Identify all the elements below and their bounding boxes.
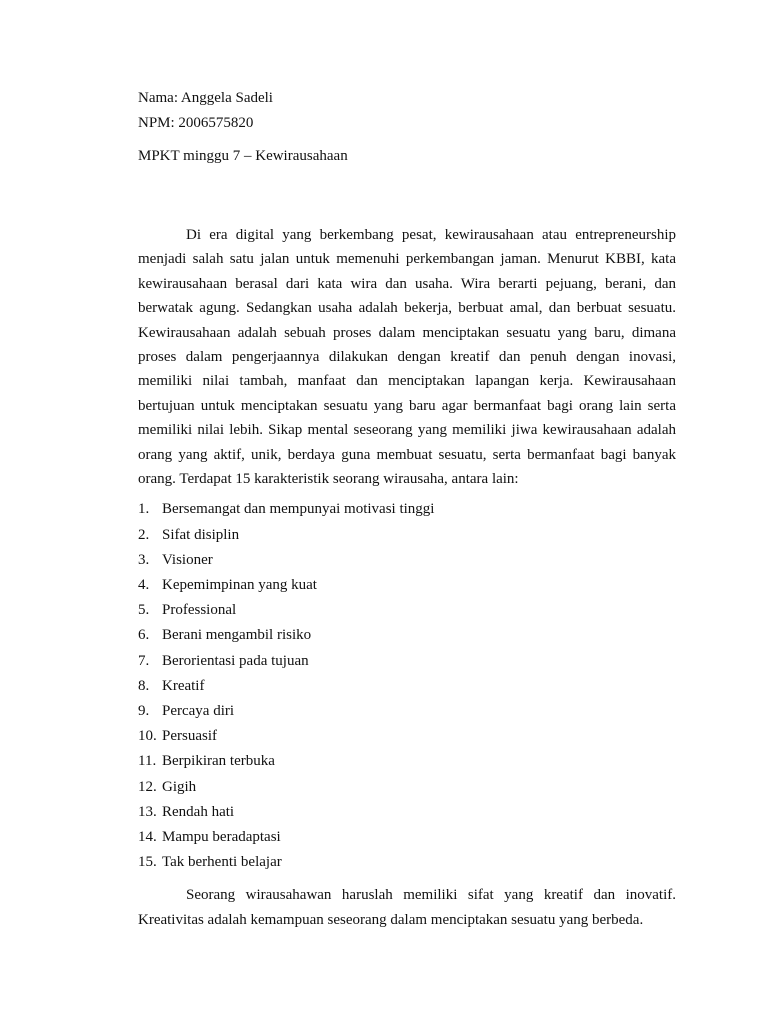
list-item (138, 850, 676, 875)
document-title: MPKT minggu 7 – Kewirausahaan (138, 148, 348, 164)
list-item-text: Visioner (162, 551, 213, 568)
student-npm: NPM: 2006575820 (138, 115, 254, 131)
list-item-text: Berorientasi pada tujuan (162, 652, 309, 669)
list-item-number: 12. (138, 778, 157, 795)
list-item-number: 6. (138, 627, 150, 644)
list-item-text: Persuasif (162, 728, 217, 745)
document-content (138, 86, 676, 932)
list-item-number: 3. (138, 551, 150, 568)
list-item-text: Berpikiran terbuka (162, 753, 275, 770)
list-item-number: 14. (138, 828, 157, 845)
list-item-text: Sifat disiplin (162, 526, 240, 543)
list-item (138, 699, 676, 724)
list-item-number: 5. (138, 602, 150, 619)
characteristics-list (138, 497, 676, 875)
list-item (138, 825, 676, 850)
list-item (138, 573, 676, 598)
list-item (138, 649, 676, 674)
list-item-text: Mampu beradaptasi (162, 828, 281, 845)
list-item-number: 8. (138, 677, 150, 694)
student-name: Nama: Anggela Sadeli (138, 90, 273, 106)
list-item (138, 674, 676, 699)
list-item-number: 15. (138, 854, 157, 871)
list-item-number: 10. (138, 728, 157, 745)
list-item-text: Kepemimpinan yang kuat (162, 577, 317, 594)
list-item (138, 598, 676, 623)
list-item-text: Tak berhenti belajar (162, 854, 282, 871)
list-item-text: Professional (162, 602, 237, 619)
list-item-text: Bersemangat dan mempunyai motivasi tinggi (162, 501, 435, 518)
list-item (138, 800, 676, 825)
list-item (138, 749, 676, 774)
list-item-text: Gigih (162, 778, 197, 795)
list-item (138, 497, 676, 522)
list-item (138, 775, 676, 800)
list-item-number: 9. (138, 702, 150, 719)
list-item-number: 4. (138, 577, 150, 594)
list-item (138, 623, 676, 648)
creativity-paragraph: Seorang wirausahawan haruslah memiliki sifat yang kreatif dan inovatif. Kreativitas adalah kemampuan seseorang dalam menciptakan sesuatu yang berbeda. (138, 887, 676, 928)
list-item-number: 1. (138, 501, 150, 518)
list-item-number: 7. (138, 652, 150, 669)
list-item-number: 2. (138, 526, 150, 543)
list-item (138, 724, 676, 749)
list-item-text: Rendah hati (162, 803, 235, 820)
list-item (138, 523, 676, 548)
list-item-text: Percaya diri (162, 702, 235, 719)
intro-paragraph: Di era digital yang berkembang pesat, kewirausahaan atau entrepreneurship menjadi salah satu jalan untuk memenuhi perkembangan jaman. Menurut KBBI, kata kewirausahaan berasal dari kata wira dan usaha. Wira berarti pejuang, berani, dan berwatak agung. Sedangkan usaha adalah bekerja, berbuat amal, dan berbuat sesuatu. Kewirausahaan adalah sebuah proses dalam menciptakan sesuatu yang baru, dimana proses dalam pengerjaannya dilakukan dengan kreatif dan penuh dengan inovasi, memiliki nilai tambah, manfaat dan menciptakan lapangan kerja. Kewirausahaan bertujuan untuk menciptakan sesuatu yang baru agar bermanfaat bagi orang lain serta memiliki nilai lebih. Sikap mental seseorang yang memiliki jiwa kewirausahaan adalah orang yang aktif, unik, berdaya guna membuat sesuatu, serta bermanfaat bagi banyak orang. Terdapat 15 karakteristik seorang wirausaha, antara lain: (138, 227, 676, 488)
list-item (138, 548, 676, 573)
list-item-text: Berani mengambil risiko (162, 627, 312, 644)
list-item-number: 11. (138, 753, 157, 770)
list-item-text: Kreatif (162, 677, 205, 694)
list-item-number: 13. (138, 803, 157, 820)
